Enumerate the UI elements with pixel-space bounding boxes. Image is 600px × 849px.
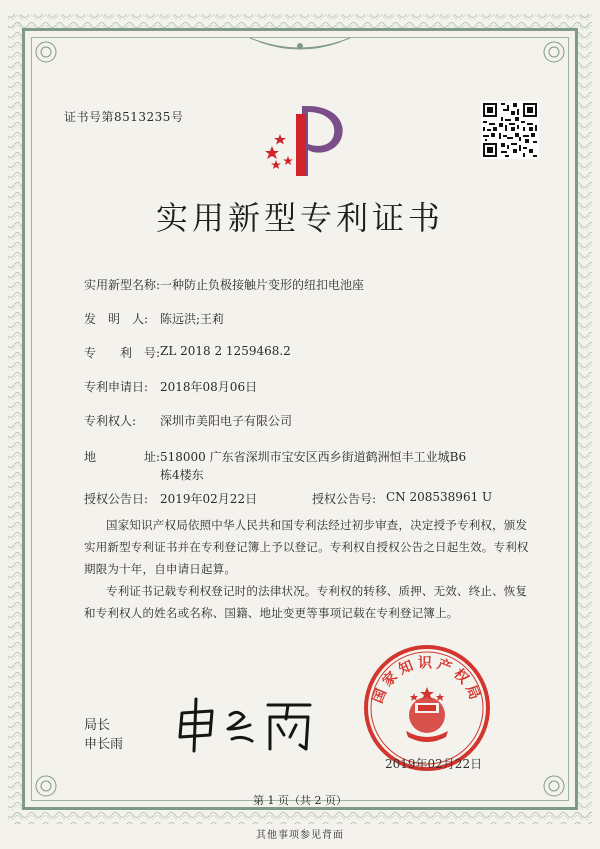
announcement-number: CN 208538961 U <box>386 490 493 504</box>
page-number: 第 1 页（共 2 页） <box>253 794 347 807</box>
utility-model-name: 一种防止负极接触片变形的纽扣电池座 <box>160 278 365 292</box>
filing-date: 2018年08月06日 <box>160 380 258 394</box>
cnipa-logo <box>262 100 354 180</box>
inventor-label: 发 明 人: <box>84 312 149 326</box>
signatory-name: 申长雨 <box>84 737 124 752</box>
qr-code <box>481 101 539 159</box>
legal-status-paragraph: 专利证书记载专利权登记时的法律状况。专利权的转移、质押、无效、终止、恢复和专利权人的姓名或名称、国籍、地址变更等事项记载在专利登记簿上。 <box>84 584 528 620</box>
address-label: 地 址: <box>84 450 161 464</box>
seal-date: 2019年02月22日 <box>385 757 483 771</box>
footer-note: 其他事项参见背面 <box>256 830 344 841</box>
handwritten-signature <box>172 695 322 755</box>
patent-number-label: 专 利 号: <box>84 346 161 360</box>
inventors: 陈远洪;王莉 <box>160 312 225 326</box>
patent-number: ZL 2018 2 1259468.2 <box>160 344 291 358</box>
official-seal <box>362 643 492 773</box>
certificate-title: 实用新型专利证书 <box>155 199 444 237</box>
signatory-role: 局长 <box>84 718 111 733</box>
certificate-number: 证书号第8513235号 <box>64 110 184 124</box>
announcement-number-label: 授权公告号: <box>312 492 377 506</box>
announcement-date: 2019年02月22日 <box>160 492 258 506</box>
filing-date-label: 专利申请日: <box>84 380 149 394</box>
address-line-1: 518000 广东省深圳市宝安区西乡街道鹤洲恒丰工业城B6 <box>160 450 467 464</box>
address-line-2: 栋4楼东 <box>160 468 204 482</box>
utility-model-name-label: 实用新型名称: <box>84 278 161 292</box>
patentee-label: 专利权人: <box>84 414 137 428</box>
grant-paragraph: 国家知识产权局依照中华人民共和国专利法经过初步审查，决定授予专利权，颁发实用新型专利证书并在专利登记簿上予以登记。专利权自授权公告之日起生效。专利权期限为十年，自申请日起算。 <box>84 518 529 576</box>
announcement-date-label: 授权公告日: <box>84 492 149 506</box>
patentee: 深圳市美阳电子有限公司 <box>160 414 293 428</box>
seal-text: 国家知识产权局 <box>369 655 485 706</box>
